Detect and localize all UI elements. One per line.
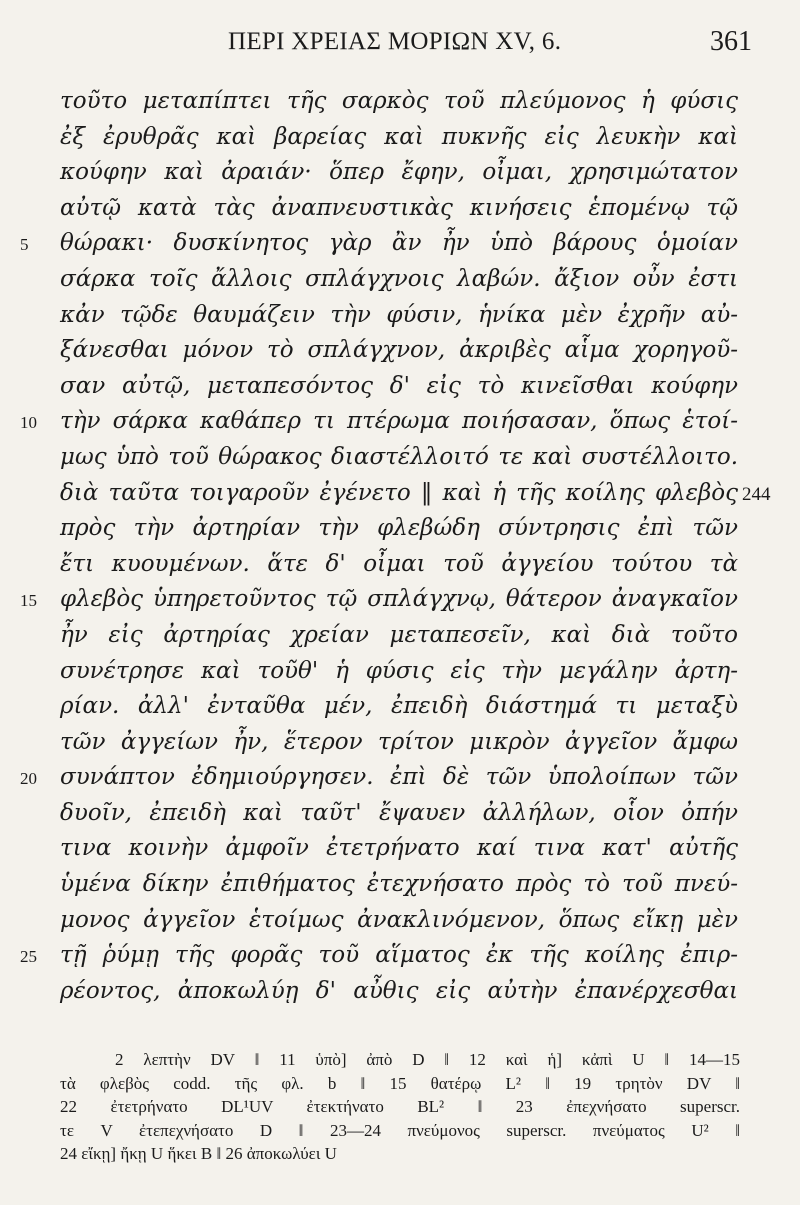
text-line — [0, 226, 800, 262]
text-line — [0, 867, 800, 903]
text-line — [0, 796, 800, 832]
text-line — [0, 974, 800, 1010]
line-number: 20 — [20, 769, 37, 789]
note-line: 24 εἴκῃ] ἤκῃ U ἥκει B ‖ 26 ἀποκωλύει U — [60, 1144, 337, 1163]
note-line: 22 ἐτετρήνατο DL¹UV ἐτεκτήνατο BL² ‖ 23 ἐπεχνήσατο superscr. — [60, 1097, 740, 1116]
text-line — [0, 476, 800, 512]
line-text: διὰ ταῦτα τοιγαροῦν ἐγένετο ‖ καὶ ἡ τῆς κοίλης φλεβὸς — [60, 479, 738, 506]
line-text: ξάνεσθαι μόνον τὸ σπλάγχνον, ἀκριβὲς αἷμα χορηγοῦ- — [60, 337, 738, 364]
line-number: 25 — [20, 947, 37, 967]
line-number: 15 — [20, 591, 37, 611]
line-text: ρίαν. ἀλλ' ἐνταῦθα μέν, ἐπειδὴ διάστημά τι μεταξὺ — [60, 693, 738, 720]
note-line: 2 λεπτὴν DV ‖ 11 ὑπὸ] ἀπὸ D ‖ 12 καὶ ἡ] κἀπὶ U ‖ 14—15 — [115, 1050, 740, 1069]
line-text: θώρακι· δυσκίνητος γὰρ ἂν ἦν ὑπὸ βάρους ὁμοίαν — [60, 230, 738, 257]
line-text: ρέοντος, ἀποκωλύῃ δ' αὖθις εἰς αὐτὴν ἐπανέρχεσθαι — [60, 977, 738, 1004]
text-line — [0, 831, 800, 867]
line-text: φλεβὸς ὑπηρετοῦντος τῷ σπλάγχνῳ, θάτερον ἀναγκαῖον — [60, 586, 738, 613]
note-line: τε V ἐτεπεχνήσατο D ‖ 23—24 πνεύμονος superscr. πνεύματος U² ‖ — [60, 1120, 740, 1140]
line-text: ἔτι κυουμένων. ἅτε δ' οἶμαι τοῦ ἀγγείου τούτου τὰ — [60, 550, 738, 577]
text-line — [0, 298, 800, 334]
text-line — [0, 262, 800, 298]
text-line — [0, 760, 800, 796]
text-line — [0, 333, 800, 369]
page-number: 361 — [710, 26, 752, 57]
text-line — [0, 84, 800, 120]
text-line — [0, 369, 800, 405]
main-text — [0, 84, 800, 1009]
line-number: 10 — [20, 413, 37, 433]
line-text: συνάπτον ἐδημιούργησεν. ἐπὶ δὲ τῶν ὑπολοίπων τῶν — [60, 764, 738, 791]
text-line — [0, 654, 800, 690]
margin-reference: 244 — [742, 483, 771, 505]
text-line — [0, 725, 800, 761]
text-line — [0, 404, 800, 440]
line-text: τοῦτο μεταπίπτει τῆς σαρκὸς τοῦ πλεύμονος ἡ φύσις — [60, 88, 738, 114]
text-line — [0, 440, 800, 476]
line-text: συνέτρησε καὶ τοῦθ' ἡ φύσις εἰς τὴν μεγάλην ἀρτη- — [60, 657, 738, 684]
line-text: πρὸς τὴν ἀρτηρίαν τὴν φλεβώδη σύντρησις ἐπὶ τῶν — [60, 515, 738, 542]
text-line — [0, 120, 800, 156]
line-text: κούφην καὶ ἀραιάν· ὅπερ ἔφην, οἶμαι, χρησιμώτατον — [60, 159, 738, 186]
text-line — [0, 903, 800, 939]
line-text: τὴν σάρκα καθάπερ τι πτέρωμα ποιήσασαν, ὅπως ἑτοί- — [60, 408, 738, 435]
text-line — [0, 582, 800, 618]
page-header — [0, 28, 800, 68]
line-number: 5 — [20, 235, 29, 255]
line-text: αὐτῷ κατὰ τὰς ἀναπνευστικὰς κινήσεις ἑπομένῳ τῷ — [60, 194, 738, 221]
line-text: ἦν εἰς ἀρτηρίας χρείαν μεταπεσεῖν, καὶ διὰ τοῦτο — [60, 621, 738, 648]
text-line — [0, 155, 800, 191]
text-line — [0, 547, 800, 583]
apparatus-notes — [60, 1048, 740, 1166]
line-text: ἐξ ἐρυθρᾶς καὶ βαρείας καὶ πυκνῆς εἰς λευκὴν καὶ — [60, 123, 738, 150]
line-text: μονος ἀγγεῖον ἑτοίμως ἀνακλινόμενον, ὅπως εἴκῃ μὲν — [60, 906, 738, 933]
text-line — [0, 511, 800, 547]
text-line — [0, 618, 800, 654]
line-text: κἀν τῷδε θαυμάζειν τὴν φύσιν, ἡνίκα μὲν ἐχρῆν αὐ- — [60, 301, 738, 328]
running-title: ΠΕΡΙ ΧΡΕΙΑΣ ΜΟΡΙΩΝ XV, 6. — [228, 28, 562, 55]
line-text: τινα κοινὴν ἀμφοῖν ἐτετρήνατο καί τινα κατ' αὐτῆς — [60, 835, 738, 862]
text-line — [0, 191, 800, 227]
line-text: μως ὑπὸ τοῦ θώρακος διαστέλλοιτό τε καὶ συστέλλοιτο. — [60, 443, 738, 470]
line-text: τῶν ἀγγείων ἦν, ἕτερον τρίτον μικρὸν ἀγγεῖον ἄμφω — [60, 728, 738, 755]
line-text: τῇ ῥύμῃ τῆς φορᾶς τοῦ αἵματος ἐκ τῆς κοίλης ἐπιρ- — [60, 942, 738, 969]
line-text: σαν αὐτῷ, μεταπεσόντος δ' εἰς τὸ κινεῖσθαι κούφην — [60, 372, 738, 399]
line-text: ὑμένα δίκην ἐπιθήματος ἐτεχνήσατο πρὸς τὸ τοῦ πνεύ- — [60, 871, 738, 898]
line-text: σάρκα τοῖς ἄλλοις σπλάγχνοις λαβών. ἄξιον οὖν ἐστι — [60, 265, 738, 292]
text-line — [0, 938, 800, 974]
note-line: τὰ φλεβὸς codd. τῆς φλ. b ‖ 15 θατέρῳ L² ‖ 19 τρητὸν DV ‖ — [60, 1073, 740, 1093]
line-text: δυοῖν, ἐπειδὴ καὶ ταῦτ' ἔψαυεν ἀλλήλων, οἷον ὀπήν — [60, 799, 738, 826]
text-line — [0, 689, 800, 725]
